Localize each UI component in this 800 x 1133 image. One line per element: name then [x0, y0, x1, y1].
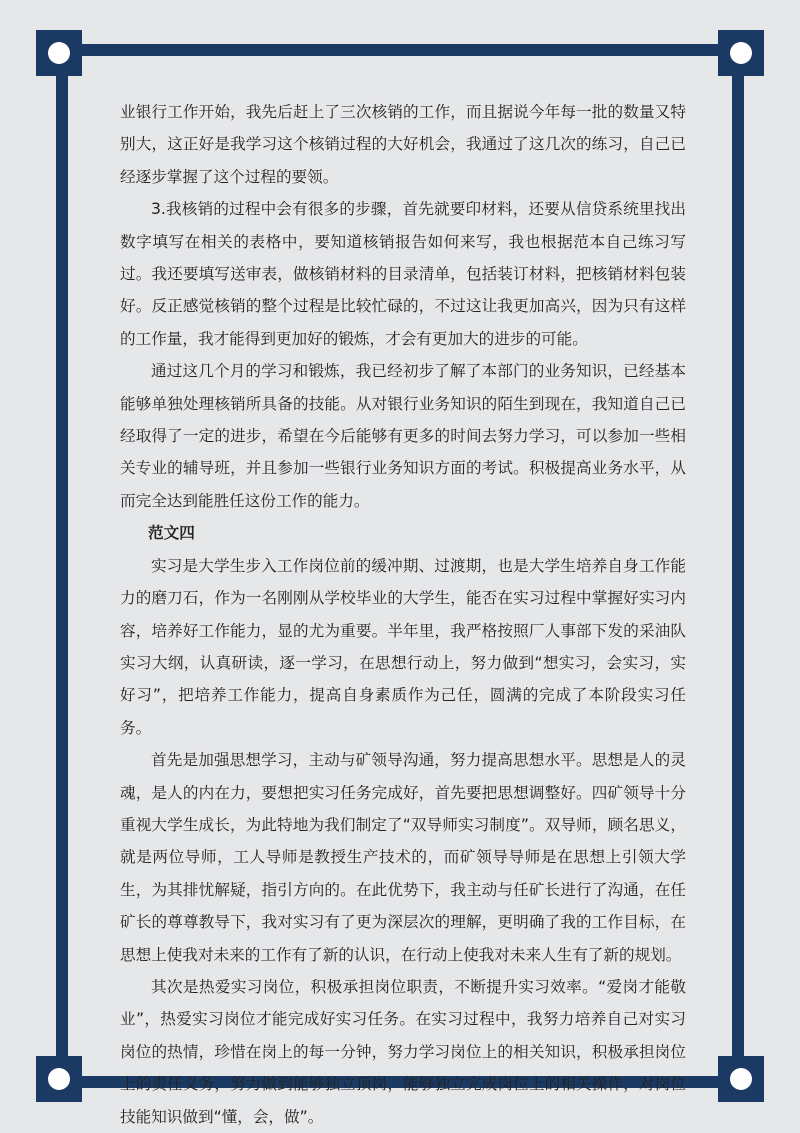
paragraph-job-love: 其次是热爱实习岗位，积极承担岗位职责，不断提升实习效率。“爱岗才能敬业”，热爱实习岗位才能完成好实习任务。在实习过程中，我努力培养自己对实习岗位的热情，珍惜在岗上的每一分钟，努力学习岗位上的相关知识，积极承担岗位上的责任义务，努力做到能够独立顶岗，能够独立完成岗位上的相关操作，对岗位技能知识做到“懂，会，做”。: [120, 977, 686, 1126]
paragraph-step-3: 3.我核销的过程中会有很多的步骤，首先就要印材料，还要从信贷系统里找出数字填写在相关的表格中，要知道核销报告如何来写，我也根据范本自己练习写过。我还要填写送审表，做核销材料的目录清单，包括装订材料，把核销材料包装好。反正感觉核销的整个过程是比较忙碌的，不过这让我更加高兴，因为只有这样的工作量，我才能得到更加好的锻炼，才会有更加大的进步的可能。: [120, 200, 686, 348]
circle-icon: [48, 42, 70, 64]
circle-icon: [48, 1068, 70, 1090]
circle-icon: [730, 42, 752, 64]
corner-ornament-bottom-left: [36, 1056, 82, 1102]
corner-ornament-top-left: [36, 30, 82, 76]
corner-ornament-bottom-right: [718, 1056, 764, 1102]
frame-right-border: [732, 40, 744, 1092]
section-heading: 范文四: [148, 524, 195, 543]
paragraph-summary: 通过这几个月的学习和锻炼，我已经初步了解了本部门的业务知识，已经基本能够单独处理核销所具备的技能。从对银行业务知识的陌生到现在，我知道自己已经取得了一定的进步，希望在今后能够有更多的时间去努力学习，可以参加一些相关专业的辅导班，并且参加一些银行业务知识方面的考试。积极提高业务水平，从而完全达到能胜任这份工作的能力。: [120, 362, 686, 510]
paragraph-thought-study: 首先是加强思想学习，主动与矿领导沟通，努力提高思想水平。思想是人的灵魂，是人的内在力，要想把实习任务完成好，首先要把思想调整好。四矿领导十分重视大学生成长，为此特地为我们制定了“双导师实习制度”。双导师，顾名思义，就是两位导师，工人导师是教授生产技术的，而矿领导导师是在思想上引领大学生，为其排忧解疑，指引方向的。在此优势下，我主动与任矿长进行了沟通，在任矿长的尊尊教导下，我对实习有了更为深层次的理解，更明确了我的工作目标，在思想上使我对未来的工作有了新的认识，在行动上使我对未来人生有了新的规划。: [120, 751, 686, 964]
frame-top-border: [40, 44, 760, 56]
document-body: [120, 96, 686, 1133]
paragraph-continued: 业银行工作开始，我先后赶上了三次核销的工作，而且据说今年每一批的数量又特别大，这正好是我学习这个核销过程的大好机会，我通过了这几次的练习，自己已经逐步掌握了这个过程的要领。: [120, 103, 686, 186]
frame-left-border: [56, 40, 68, 1092]
corner-ornament-top-right: [718, 30, 764, 76]
circle-icon: [730, 1068, 752, 1090]
paragraph-intro: 实习是大学生步入工作岗位前的缓冲期、过渡期，也是大学生培养自身工作能力的磨刀石，作为一名刚刚从学校毕业的大学生，能否在实习过程中掌握好实习内容，培养好工作能力，显的尤为重要。半年里，我严格按照厂人事部下发的采油队实习大纲，认真研读，逐一学习，在思想行动上，努力做到“想实习，会实习，实好习”，把培养工作能力，提高自身素质作为己任，圆满的完成了本阶段实习任务。: [120, 556, 686, 737]
